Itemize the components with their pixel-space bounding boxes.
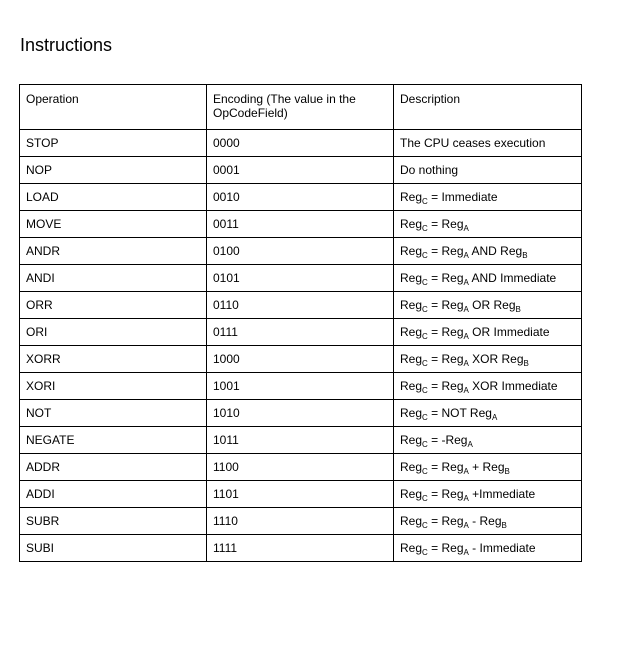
- register-subscript: C: [422, 386, 428, 395]
- description-text: Reg: [400, 217, 423, 231]
- cell-description: [394, 292, 582, 319]
- cell-description: [394, 481, 582, 508]
- cell-encoding: 0100: [207, 238, 394, 265]
- register-subscript: C: [422, 359, 428, 368]
- cell-encoding: 1001: [207, 373, 394, 400]
- table-header-row: [20, 85, 582, 130]
- register-subscript: B: [504, 467, 510, 476]
- register-subscript: A: [463, 251, 469, 260]
- instructions-table-body: [20, 85, 582, 562]
- cell-description: [394, 427, 582, 454]
- description-text: Reg: [400, 487, 423, 501]
- description-text: Do nothing: [400, 163, 459, 177]
- cell-operation: ORR: [20, 292, 207, 319]
- register-subscript: A: [463, 386, 469, 395]
- register-subscript: A: [463, 359, 469, 368]
- table-row: [20, 427, 582, 454]
- cell-encoding: 0101: [207, 265, 394, 292]
- description-text: = Reg: [427, 244, 464, 258]
- table-row: [20, 265, 582, 292]
- cell-operation: ADDR: [20, 454, 207, 481]
- cell-encoding: 1010: [207, 400, 394, 427]
- table-row: [20, 184, 582, 211]
- register-subscript: C: [422, 305, 428, 314]
- cell-description: [394, 319, 582, 346]
- register-subscript: C: [422, 224, 428, 233]
- description-text: = -Reg: [427, 433, 468, 447]
- table-row: [20, 238, 582, 265]
- register-subscript: C: [422, 413, 428, 422]
- cell-operation: XORI: [20, 373, 207, 400]
- register-subscript: C: [422, 251, 428, 260]
- table-row: [20, 130, 582, 157]
- cell-encoding: 1011: [207, 427, 394, 454]
- table-row: [20, 157, 582, 184]
- table-row: [20, 211, 582, 238]
- register-subscript: A: [463, 521, 469, 530]
- cell-description: [394, 265, 582, 292]
- register-subscript: A: [463, 494, 469, 503]
- cell-operation: SUBR: [20, 508, 207, 535]
- register-subscript: C: [422, 521, 428, 530]
- description-text: = NOT Reg: [427, 406, 492, 420]
- cell-operation: NEGATE: [20, 427, 207, 454]
- description-text: XOR Reg: [468, 352, 524, 366]
- description-text: = Reg: [427, 352, 464, 366]
- register-subscript: A: [467, 440, 473, 449]
- register-subscript: A: [463, 278, 469, 287]
- description-text: + Reg: [468, 460, 505, 474]
- description-text: - Reg: [468, 514, 502, 528]
- cell-encoding: 1000: [207, 346, 394, 373]
- description-text: Reg: [400, 298, 423, 312]
- table-row: [20, 481, 582, 508]
- description-text: Reg: [400, 460, 423, 474]
- register-subscript: A: [491, 413, 498, 422]
- register-subscript: A: [463, 332, 469, 341]
- table-row: [20, 292, 582, 319]
- description-text: = Reg: [427, 541, 464, 555]
- description-text: Reg: [400, 325, 423, 339]
- header-description: Description: [394, 85, 582, 130]
- table-row: [20, 319, 582, 346]
- description-text: Reg: [400, 514, 423, 528]
- cell-encoding: 1111: [207, 535, 394, 562]
- cell-operation: NOP: [20, 157, 207, 184]
- header-operation: Operation: [20, 85, 207, 130]
- cell-encoding: 0010: [207, 184, 394, 211]
- cell-operation: SUBI: [20, 535, 207, 562]
- register-subscript: A: [463, 548, 469, 557]
- description-text: Reg: [400, 406, 423, 420]
- description-text: +Immediate: [468, 487, 536, 501]
- cell-operation: LOAD: [20, 184, 207, 211]
- register-subscript: C: [422, 467, 428, 476]
- table-row: [20, 400, 582, 427]
- table-row: [20, 454, 582, 481]
- register-subscript: B: [522, 251, 528, 260]
- table-row: [20, 508, 582, 535]
- description-text: Reg: [400, 541, 423, 555]
- page-title: Instructions: [20, 35, 113, 55]
- description-text: = Reg: [427, 325, 464, 339]
- description-text: Reg: [400, 433, 423, 447]
- description-text: = Reg: [427, 514, 464, 528]
- table-row: [20, 535, 582, 562]
- register-subscript: C: [422, 440, 428, 449]
- table-row: [20, 346, 582, 373]
- register-subscript: B: [515, 305, 521, 314]
- cell-description: [394, 238, 582, 265]
- instructions-table: [19, 84, 582, 562]
- cell-operation: ANDI: [20, 265, 207, 292]
- register-subscript: A: [463, 467, 469, 476]
- register-subscript: C: [422, 548, 428, 557]
- cell-description: [394, 373, 582, 400]
- description-text: - Immediate: [468, 541, 536, 555]
- cell-description: [394, 211, 582, 238]
- cell-encoding: 1100: [207, 454, 394, 481]
- cell-encoding: 0011: [207, 211, 394, 238]
- description-text: Reg: [400, 352, 423, 366]
- description-text: AND Reg: [468, 244, 523, 258]
- header-encoding: Encoding (The value in the OpCodeField): [207, 85, 394, 130]
- cell-operation: XORR: [20, 346, 207, 373]
- cell-description: [394, 508, 582, 535]
- description-text: = Reg: [427, 379, 464, 393]
- description-text: OR Immediate: [468, 325, 550, 339]
- description-text: = Reg: [427, 271, 464, 285]
- register-subscript: B: [523, 359, 529, 368]
- description-text: Reg: [400, 379, 423, 393]
- description-text: = Reg: [427, 298, 464, 312]
- cell-operation: NOT: [20, 400, 207, 427]
- description-text: = Reg: [427, 487, 464, 501]
- description-text: = Immediate: [427, 190, 498, 204]
- table-row: [20, 373, 582, 400]
- cell-description: [394, 184, 582, 211]
- cell-encoding: 0111: [207, 319, 394, 346]
- cell-description: [394, 346, 582, 373]
- cell-operation: MOVE: [20, 211, 207, 238]
- register-subscript: C: [422, 494, 428, 503]
- register-subscript: C: [422, 197, 428, 206]
- cell-description: [394, 157, 582, 184]
- description-text: = Reg: [427, 460, 464, 474]
- cell-encoding: 0110: [207, 292, 394, 319]
- register-subscript: C: [422, 278, 428, 287]
- description-text: The CPU ceases execution: [400, 136, 546, 150]
- cell-encoding: 1110: [207, 508, 394, 535]
- cell-description: [394, 400, 582, 427]
- description-text: XOR Immediate: [468, 379, 558, 393]
- cell-operation: STOP: [20, 130, 207, 157]
- cell-encoding: 0001: [207, 157, 394, 184]
- register-subscript: A: [463, 224, 469, 233]
- cell-description: [394, 454, 582, 481]
- description-text: OR Reg: [468, 298, 516, 312]
- cell-description: [394, 130, 582, 157]
- description-text: Reg: [400, 190, 423, 204]
- cell-operation: ANDR: [20, 238, 207, 265]
- register-subscript: A: [463, 305, 469, 314]
- cell-operation: ADDI: [20, 481, 207, 508]
- register-subscript: C: [422, 332, 428, 341]
- cell-encoding: 1101: [207, 481, 394, 508]
- description-text: Reg: [400, 271, 423, 285]
- register-subscript: B: [501, 521, 507, 530]
- cell-description: [394, 535, 582, 562]
- description-text: Reg: [400, 244, 423, 258]
- cell-encoding: 0000: [207, 130, 394, 157]
- cell-operation: ORI: [20, 319, 207, 346]
- description-text: = Reg: [427, 217, 464, 231]
- description-text: AND Immediate: [468, 271, 557, 285]
